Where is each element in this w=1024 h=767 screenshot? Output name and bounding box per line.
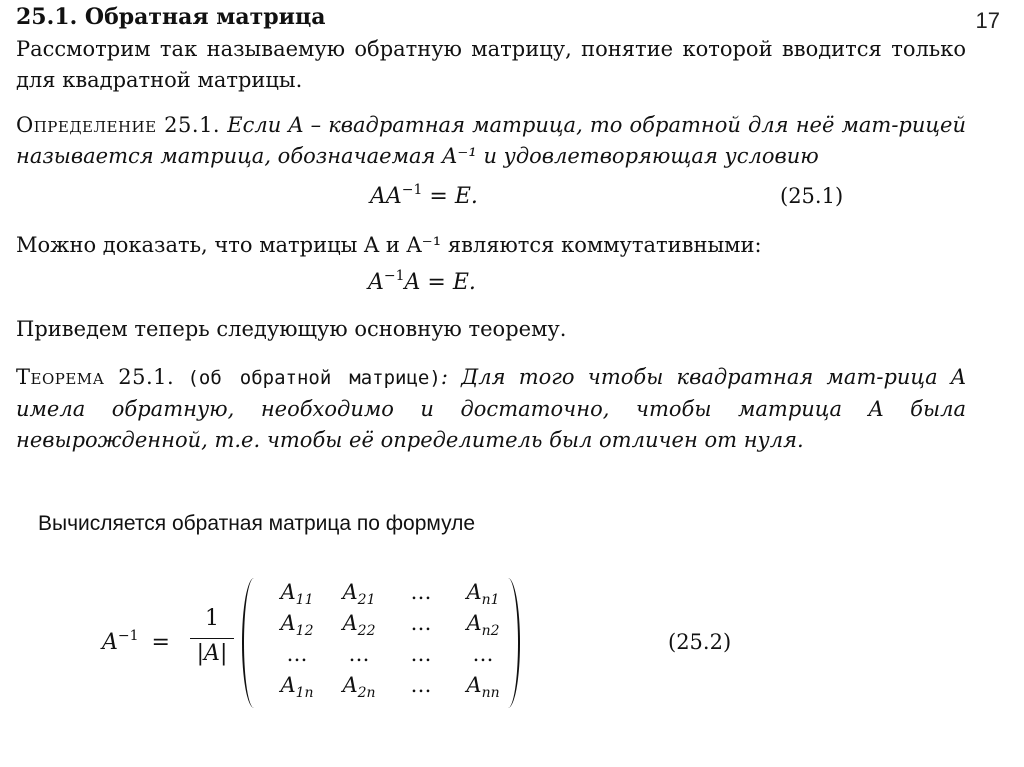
equation-25-1: $AA^{-1} = E$.: [370, 182, 478, 209]
matrix-entry: $A_{1n}$: [280, 673, 314, 701]
matrix-entry: …: [348, 642, 370, 666]
intro-paragraph: Рассмотрим так называемую обратную матрицу, понятие которой вводится только для квадратной матрицы.: [16, 37, 966, 92]
formula-lhs: $A^{-1}$ =: [102, 628, 170, 655]
matrix-entry: …: [410, 580, 432, 604]
theorem-name: (об обратной матрице): [187, 367, 441, 389]
matrix-entry: $A_{21}$: [342, 580, 376, 608]
matrix-entry: $A_{22}$: [342, 611, 376, 639]
matrix-entry: …: [410, 642, 432, 666]
matrix-entry: …: [410, 611, 432, 635]
matrix-entry: …: [410, 673, 432, 697]
theorem-label: Теорема 25.1.: [16, 365, 175, 389]
matrix-entry: …: [472, 642, 494, 666]
theorem-block: [16, 362, 966, 456]
commutative-paragraph: Можно доказать, что матрицы A и A⁻¹ являются коммутативными:: [16, 233, 762, 257]
page-number: 17: [975, 8, 1000, 33]
matrix-entry: …: [286, 642, 308, 666]
matrix-entry: $A_{11}$: [280, 580, 314, 608]
matrix-entry: $A_{n2}$: [466, 611, 500, 639]
equation-number-25-2: (25.2): [668, 630, 732, 654]
matrix-entry: $A_{2n}$: [342, 673, 376, 701]
section-title: 25.1. Обратная матрица: [16, 4, 326, 30]
formula-caption: Вычисляется обратная матрица по формуле: [38, 512, 476, 535]
theorem-text: : Для того чтобы квадратная мат-рица A имела обратную, необходимо и достаточно, чтобы матрица A была невырожденной, т.е. чтобы её определитель был отличен от нуля.: [16, 365, 967, 452]
fraction: 1 |A|: [190, 606, 234, 666]
definition-block: [16, 110, 966, 172]
equation-commutative: $A^{-1}A = E$.: [368, 268, 476, 295]
adjugate-matrix: [266, 580, 514, 704]
equation-number-25-1: (25.1): [780, 184, 844, 208]
right-parenthesis: [500, 578, 520, 708]
transition-paragraph: Приведем теперь следующую основную теорему.: [16, 317, 567, 341]
left-parenthesis: [242, 578, 262, 708]
matrix-entry: $A_{nn}$: [466, 673, 500, 701]
definition-text: Если A – квадратная матрица, то обратной для неё мат-рицей называется матрица, обозначаемая A⁻¹ и удовлетворяющая условию: [16, 113, 967, 168]
definition-label: Определение 25.1.: [16, 113, 221, 137]
matrix-entry: $A_{n1}$: [466, 580, 500, 608]
matrix-entry: $A_{12}$: [280, 611, 314, 639]
